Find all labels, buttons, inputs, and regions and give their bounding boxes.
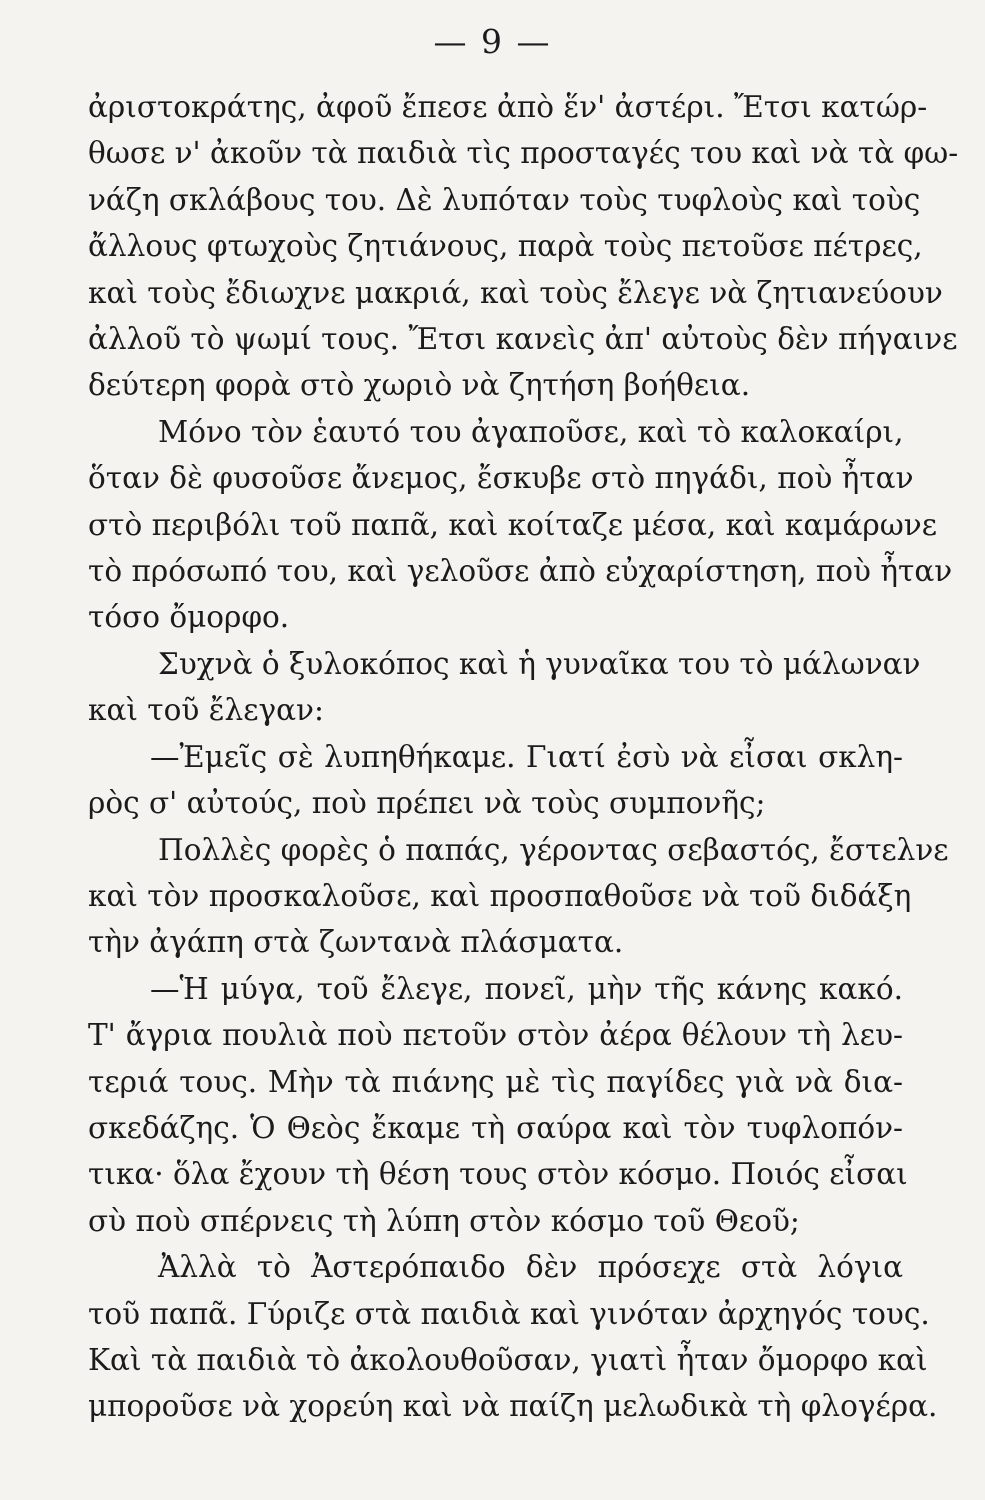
dialogue-paragraph xyxy=(88,734,903,827)
dialogue-paragraph xyxy=(88,966,908,1244)
body-text xyxy=(88,84,959,1430)
text-line: καὶ τοὺς ἔδιωχνε μακριά, καὶ τοὺς ἔλεγε νὰ ζητιανεύουν xyxy=(88,275,943,310)
text-line: Συχνὰ ὁ ξυλοκόπος καὶ ἡ γυναῖκα του τὸ μάλωναν xyxy=(158,646,921,681)
paragraph xyxy=(88,84,959,409)
text-line: τοῦ παπᾶ. Γύριζε στὰ παιδιὰ καὶ γινόταν ἀρχηγός τους. xyxy=(88,1296,930,1331)
text-line: στὸ περιβόλι τοῦ παπᾶ, καὶ κοίταζε μέσα, καὶ καμάρωνε xyxy=(88,507,937,542)
text-line: ὅταν δὲ φυσοῦσε ἄνεμος, ἔσκυβε στὸ πηγάδι, ποὺ ἦταν xyxy=(88,461,914,496)
text-line: τόσο ὄμορφο. xyxy=(88,600,290,635)
text-line: Μόνο τὸν ἑαυτό του ἀγαποῦσε, καὶ τὸ καλοκαίρι, xyxy=(158,414,904,449)
text-line: σὺ ποὺ σπέρνεις τὴ λύπη στὸν κόσμο τοῦ Θεοῦ; xyxy=(88,1203,800,1238)
text-line: ἀλλοῦ τὸ ψωμί τους. Ἔτσι κανεὶς ἀπ' αὐτοὺς δὲν πήγαινε xyxy=(88,322,958,357)
text-line: ρὸς σ' αὐτούς, ποὺ πρέπει νὰ τοὺς συμπονῆς; xyxy=(88,786,766,821)
text-line: —Ἐμεῖς σὲ λυπηθήκαμε. Γιατί ἐσὺ νὰ εἶσαι σκλη- xyxy=(150,739,903,774)
text-line: ἀριστοκράτης, ἀφοῦ ἔπεσε ἀπὸ ἕν' ἀστέρι. Ἔτσι κατώρ- xyxy=(88,90,928,124)
text-line: νάζη σκλάβους του. Δὲ λυπόταν τοὺς τυφλοὺς καὶ τοὺς xyxy=(88,182,921,217)
text-line: τεριά τους. Μὴν τὰ πιάνης μὲ τὶς παγίδες γιὰ νὰ δια- xyxy=(88,1064,903,1099)
paragraph xyxy=(88,641,921,734)
text-line: τὸ πρόσωπό του, καὶ γελοῦσε ἀπὸ εὐχαρίστηση, ποὺ ἦταν xyxy=(88,554,953,589)
text-line: καὶ τὸν προσκαλοῦσε, καὶ προσπαθοῦσε νὰ τοῦ διδάξη xyxy=(88,878,912,913)
text-line: καὶ τοῦ ἔλεγαν: xyxy=(88,693,324,728)
paragraph xyxy=(88,827,949,966)
paragraph xyxy=(88,1244,938,1430)
text-line: Ἀλλὰ τὸ Ἀστερόπαιδο δὲν πρόσεχε στὰ λόγια xyxy=(158,1250,903,1285)
page-number: — 9 — xyxy=(433,22,552,61)
text-line: τὴν ἀγάπη στὰ ζωντανὰ πλάσματα. xyxy=(88,925,624,960)
text-line: ἄλλους φτωχοὺς ζητιάνους, παρὰ τοὺς πετοῦσε πέτρες, xyxy=(88,229,923,264)
text-line: σκεδάζης. Ὁ Θεὸς ἔκαμε τὴ σαύρα καὶ τὸν τυφλοπόν- xyxy=(88,1110,903,1145)
text-line: Πολλὲς φορὲς ὁ παπάς, γέροντας σεβαστός, ἔστελνε xyxy=(158,832,949,867)
text-line: τικα· ὅλα ἔχουν τὴ θέση τους στὸν κόσμο. Ποιός εἶσαι xyxy=(88,1157,908,1192)
text-line: μποροῦσε νὰ χορεύη καὶ νὰ παίζη μελωδικὰ τὴ φλογέρα. xyxy=(88,1389,938,1424)
paragraph xyxy=(88,409,953,641)
text-line: δεύτερη φορὰ στὸ χωριὸ νὰ ζητήση βοήθεια. xyxy=(88,368,751,403)
text-line: Καὶ τὰ παιδιὰ τὸ ἀκολουθοῦσαν, γιατὶ ἦταν ὄμορφο καὶ xyxy=(88,1342,928,1377)
text-line: θωσε ν' ἀκοῦν τὰ παιδιὰ τὶς προσταγές του καὶ νὰ τὰ φω- xyxy=(88,136,959,171)
text-line: —Ἡ μύγα, τοῦ ἔλεγε, πονεῖ, μὴν τῆς κάνης κακό. xyxy=(150,971,903,1006)
text-line: Τ' ἄγρια πουλιὰ ποὺ πετοῦν στὸν ἀέρα θέλουν τὴ λευ- xyxy=(88,1018,903,1053)
